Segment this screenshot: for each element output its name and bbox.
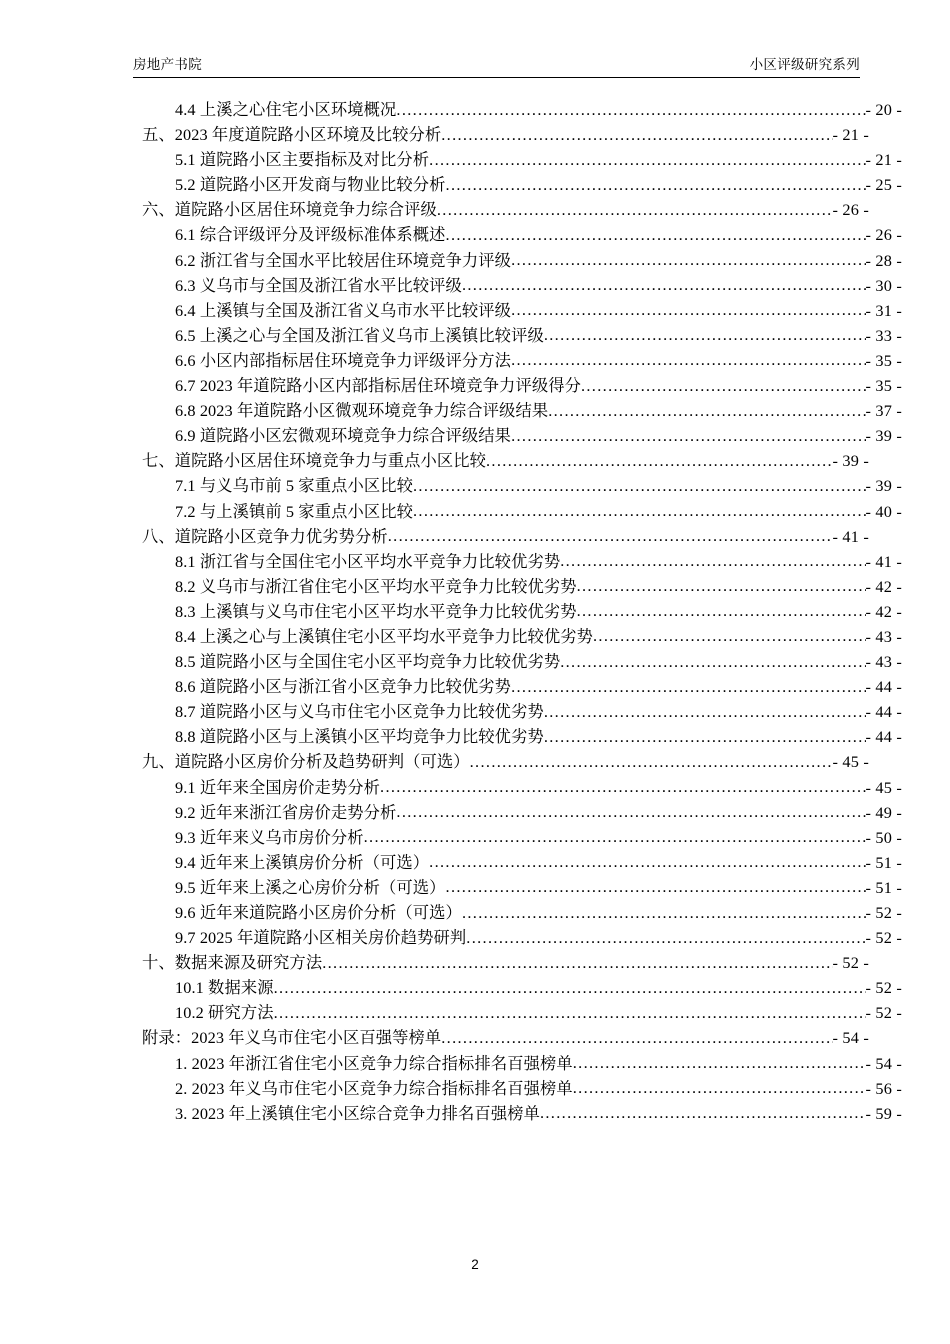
toc-entry-page-number: - 54 - bbox=[832, 1028, 869, 1048]
toc-entry-page-number: - 44 - bbox=[865, 677, 902, 697]
toc-entry-title: 9.5 近年来上溪之心房价分析（可选） bbox=[175, 877, 446, 897]
toc-entry[interactable] bbox=[133, 524, 869, 549]
toc-entry-title: 8.4 上溪之心与上溪镇住宅小区平均水平竞争力比较优劣势 bbox=[175, 626, 593, 646]
toc-entry[interactable] bbox=[133, 925, 902, 950]
toc-entry-title: 8.5 道院路小区与全国住宅小区平均竞争力比较优劣势 bbox=[175, 652, 561, 672]
toc-entry-page-number: - 33 - bbox=[865, 325, 902, 345]
toc-entry[interactable] bbox=[133, 222, 902, 247]
toc-entry[interactable] bbox=[133, 473, 902, 498]
toc-entry-page-number: - 30 - bbox=[865, 275, 902, 295]
toc-leader-dots bbox=[429, 850, 865, 875]
toc-entry-title: 九、道院路小区房价分析及趋势研判（可选） bbox=[142, 752, 470, 772]
toc-entry-title: 6.4 上溪镇与全国及浙江省义乌市水平比较评级 bbox=[175, 300, 512, 320]
toc-entry-page-number: - 52 - bbox=[865, 903, 902, 922]
toc-entry[interactable] bbox=[133, 398, 902, 423]
toc-entry-title: 8.2 义乌市与浙江省住宅小区平均水平竞争力比较优劣势 bbox=[175, 576, 577, 596]
toc-leader-dots bbox=[446, 172, 866, 197]
toc-entry[interactable] bbox=[133, 197, 869, 222]
toc-leader-dots bbox=[322, 950, 832, 975]
toc-leader-dots bbox=[441, 122, 832, 147]
toc-entry-page-number: - 44 - bbox=[865, 727, 902, 747]
toc-entry-title: 6.7 2023 年道院路小区内部指标居住环境竞争力评级得分 bbox=[175, 376, 581, 396]
toc-entry[interactable] bbox=[133, 1076, 902, 1101]
toc-leader-dots bbox=[560, 549, 865, 574]
header-left-text: 房地产书院 bbox=[133, 57, 202, 72]
toc-leader-dots bbox=[511, 348, 865, 373]
toc-leader-dots bbox=[446, 875, 866, 900]
toc-entry-page-number: - 52 - bbox=[865, 928, 902, 948]
toc-entry-page-number: - 56 - bbox=[865, 1078, 902, 1098]
toc-entry[interactable] bbox=[133, 649, 902, 674]
toc-entry[interactable] bbox=[133, 549, 902, 574]
toc-leader-dots bbox=[511, 248, 865, 273]
toc-entry-page-number: - 21 - bbox=[865, 150, 902, 170]
toc-entry-page-number: - 59 - bbox=[865, 1103, 902, 1123]
toc-entry[interactable] bbox=[133, 122, 869, 147]
toc-entry-title: 6.9 道院路小区宏微观环境竞争力综合评级结果 bbox=[175, 426, 512, 446]
toc-entry[interactable] bbox=[133, 749, 869, 774]
toc-entry[interactable] bbox=[133, 800, 902, 825]
toc-entry-title: 2. 2023 年义乌市住宅小区竞争力综合指标排名百强榜单 bbox=[175, 1078, 573, 1098]
toc-entry[interactable] bbox=[133, 147, 902, 172]
toc-entry-title: 6.8 2023 年道院路小区微观环境竞争力综合评级结果 bbox=[175, 401, 549, 421]
toc-leader-dots bbox=[388, 524, 833, 549]
toc-entry-title: 4.4 上溪之心住宅小区环境概况 bbox=[175, 100, 397, 119]
toc-leader-dots bbox=[413, 473, 866, 498]
toc-entry-title: 8.3 上溪镇与义乌市住宅小区平均水平竞争力比较优劣势 bbox=[175, 601, 577, 621]
toc-entry-title: 6.5 上溪之心与全国及浙江省义乌市上溪镇比较评级 bbox=[175, 325, 544, 345]
toc-entry-page-number: - 49 - bbox=[865, 802, 902, 822]
toc-entry-title: 9.2 近年来浙江省房价走势分析 bbox=[175, 802, 397, 822]
toc-entry-page-number: - 54 - bbox=[865, 1053, 902, 1073]
toc-leader-dots bbox=[544, 724, 866, 749]
toc-leader-dots bbox=[581, 373, 866, 398]
toc-entry-title: 5.2 道院路小区开发商与物业比较分析 bbox=[175, 175, 446, 195]
toc-entry-page-number: - 35 - bbox=[865, 376, 902, 396]
toc-entry[interactable] bbox=[133, 699, 902, 724]
toc-leader-dots bbox=[577, 574, 866, 599]
toc-entry[interactable] bbox=[133, 825, 902, 850]
toc-entry-title: 8.6 道院路小区与浙江省小区竞争力比较优劣势 bbox=[175, 677, 512, 697]
toc-entry[interactable] bbox=[133, 273, 902, 298]
toc-leader-dots bbox=[511, 298, 865, 323]
toc-entry-title: 1. 2023 年浙江省住宅小区竞争力综合指标排名百强榜单 bbox=[175, 1053, 573, 1073]
toc-entry-page-number: - 39 - bbox=[865, 426, 902, 446]
toc-leader-dots bbox=[462, 900, 866, 925]
toc-entry[interactable] bbox=[133, 950, 869, 975]
toc-entry-title: 五、2023 年度道院路小区环境及比较分析 bbox=[142, 125, 442, 145]
toc-entry-title: 9.7 2025 年道院路小区相关房价趋势研判 bbox=[175, 928, 467, 948]
toc-entry[interactable] bbox=[133, 624, 902, 649]
toc-leader-dots bbox=[544, 323, 866, 348]
toc-entry[interactable] bbox=[133, 248, 902, 273]
toc-entry-page-number: - 52 - bbox=[832, 953, 869, 973]
toc-leader-dots bbox=[396, 97, 865, 122]
toc-entry-title: 六、道院路小区居住环境竞争力综合评级 bbox=[142, 200, 437, 220]
page-footer bbox=[0, 1257, 950, 1272]
toc-entry-page-number: - 21 - bbox=[832, 125, 869, 145]
toc-entry[interactable] bbox=[133, 323, 902, 348]
toc-entry-page-number: - 41 - bbox=[865, 551, 902, 571]
toc-entry-title: 9.1 近年来全国房价走势分析 bbox=[175, 777, 381, 797]
toc-entry-title: 6.6 小区内部指标居住环境竞争力评级评分方法 bbox=[175, 350, 512, 370]
toc-entry[interactable] bbox=[133, 775, 902, 800]
toc-leader-dots bbox=[441, 1025, 832, 1050]
toc-leader-dots bbox=[466, 925, 865, 950]
toc-entry-page-number: - 31 - bbox=[865, 300, 902, 320]
toc-entry[interactable] bbox=[133, 348, 902, 373]
toc-entry-page-number: - 52 - bbox=[865, 1003, 902, 1023]
toc-entry-page-number: - 39 - bbox=[865, 476, 902, 496]
running-header bbox=[133, 57, 860, 78]
toc-entry[interactable] bbox=[133, 674, 902, 699]
toc-leader-dots bbox=[413, 499, 866, 524]
toc-entry-page-number: - 42 - bbox=[865, 576, 902, 596]
toc-leader-dots bbox=[470, 749, 833, 774]
toc-entry-page-number: - 43 - bbox=[865, 652, 902, 672]
toc-entry-page-number: - 45 - bbox=[865, 777, 902, 797]
toc-leader-dots bbox=[486, 448, 833, 473]
toc-entry-title: 十、数据来源及研究方法 bbox=[142, 953, 323, 973]
toc-leader-dots bbox=[573, 1076, 866, 1101]
toc-entry[interactable] bbox=[133, 373, 902, 398]
toc-entry-title: 9.6 近年来道院路小区房价分析（可选） bbox=[175, 903, 462, 922]
toc-entry-page-number: - 26 - bbox=[832, 200, 869, 220]
toc-leader-dots bbox=[437, 197, 833, 222]
toc-entry-page-number: - 37 - bbox=[865, 401, 902, 421]
toc-entry-page-number: - 39 - bbox=[832, 451, 869, 471]
toc-entry-page-number: - 51 - bbox=[865, 852, 902, 872]
toc-entry-title: 9.3 近年来义乌市房价分析 bbox=[175, 827, 364, 847]
toc-leader-dots bbox=[274, 1000, 866, 1025]
toc-entry-title: 8.7 道院路小区与义乌市住宅小区竞争力比较优劣势 bbox=[175, 702, 544, 722]
toc-entry-page-number: - 25 - bbox=[865, 175, 902, 195]
toc-entry-page-number: - 44 - bbox=[865, 702, 902, 722]
toc-entry-title: 7.1 与义乌市前 5 家重点小区比较 bbox=[175, 476, 413, 496]
toc-leader-dots bbox=[548, 398, 865, 423]
toc-entry[interactable] bbox=[133, 850, 902, 875]
toc-entry-title: 6.2 浙江省与全国水平比较居住环境竞争力评级 bbox=[175, 250, 512, 270]
toc-leader-dots bbox=[462, 273, 866, 298]
toc-entry[interactable] bbox=[133, 975, 902, 1000]
toc-leader-dots bbox=[429, 147, 865, 172]
toc-leader-dots bbox=[396, 800, 865, 825]
toc-leader-dots bbox=[593, 624, 866, 649]
header-right-text: 小区评级研究系列 bbox=[749, 57, 860, 72]
toc-entry-page-number: - 40 - bbox=[865, 501, 902, 521]
toc-entry[interactable] bbox=[133, 1025, 869, 1050]
toc-leader-dots bbox=[446, 222, 866, 247]
toc-entry[interactable] bbox=[133, 574, 902, 599]
table-of-contents bbox=[133, 97, 902, 1126]
toc-entry-page-number: - 52 - bbox=[865, 978, 902, 998]
toc-entry-page-number: - 41 - bbox=[832, 526, 869, 546]
toc-entry-title: 八、道院路小区竞争力优劣势分析 bbox=[142, 526, 388, 546]
toc-entry-title: 6.1 综合评级评分及评级标准体系概述 bbox=[175, 225, 446, 245]
toc-entry-page-number: - 45 - bbox=[832, 752, 869, 772]
toc-entry[interactable] bbox=[133, 423, 902, 448]
toc-entry-title: 10.2 研究方法 bbox=[175, 1003, 274, 1023]
toc-entry[interactable] bbox=[133, 1101, 902, 1126]
toc-entry-title: 5.1 道院路小区主要指标及对比分析 bbox=[175, 150, 430, 170]
toc-entry-title: 10.1 数据来源 bbox=[175, 978, 274, 998]
toc-entry[interactable] bbox=[133, 900, 902, 925]
toc-entry[interactable] bbox=[133, 172, 902, 197]
toc-entry[interactable] bbox=[133, 298, 902, 323]
toc-leader-dots bbox=[380, 775, 866, 800]
toc-entry[interactable] bbox=[133, 448, 869, 473]
toc-entry-title: 9.4 近年来上溪镇房价分析（可选） bbox=[175, 852, 430, 872]
toc-entry-page-number: - 42 - bbox=[865, 601, 902, 621]
toc-entry-page-number: - 51 - bbox=[865, 877, 902, 897]
toc-entry[interactable] bbox=[133, 499, 902, 524]
toc-entry-page-number: - 43 - bbox=[865, 626, 902, 646]
toc-entry-title: 6.3 义乌市与全国及浙江省水平比较评级 bbox=[175, 275, 462, 295]
toc-entry-title: 8.1 浙江省与全国住宅小区平均水平竞争力比较优劣势 bbox=[175, 551, 561, 571]
toc-leader-dots bbox=[364, 825, 866, 850]
toc-entry-page-number: - 35 - bbox=[865, 350, 902, 370]
toc-leader-dots bbox=[274, 975, 866, 1000]
toc-leader-dots bbox=[540, 1101, 866, 1126]
toc-leader-dots bbox=[544, 699, 866, 724]
toc-entry-title: 3. 2023 年上溪镇住宅小区综合竞争力排名百强榜单 bbox=[175, 1103, 540, 1123]
toc-entry[interactable] bbox=[133, 1000, 902, 1025]
toc-leader-dots bbox=[511, 423, 865, 448]
toc-leader-dots bbox=[511, 674, 865, 699]
toc-leader-dots bbox=[573, 1051, 866, 1076]
toc-entry-title: 7.2 与上溪镇前 5 家重点小区比较 bbox=[175, 501, 413, 521]
toc-entry[interactable] bbox=[133, 599, 902, 624]
page-number: 2 bbox=[471, 1257, 479, 1272]
toc-entry-title: 8.8 道院路小区与上溪镇小区平均竞争力比较优劣势 bbox=[175, 727, 544, 747]
toc-entry-title: 七、道院路小区居住环境竞争力与重点小区比较 bbox=[142, 451, 487, 471]
toc-entry[interactable] bbox=[133, 1051, 902, 1076]
toc-leader-dots bbox=[560, 649, 865, 674]
toc-entry[interactable] bbox=[133, 97, 902, 122]
toc-entry-title: 附录：2023 年义乌市住宅小区百强等榜单 bbox=[142, 1028, 442, 1048]
toc-leader-dots bbox=[577, 599, 866, 624]
toc-entry-page-number: - 20 - bbox=[865, 100, 902, 119]
toc-entry-page-number: - 28 - bbox=[865, 250, 902, 270]
toc-entry[interactable] bbox=[133, 875, 902, 900]
toc-entry[interactable] bbox=[133, 724, 902, 749]
toc-entry-page-number: - 26 - bbox=[865, 225, 902, 245]
toc-entry-page-number: - 50 - bbox=[865, 827, 902, 847]
